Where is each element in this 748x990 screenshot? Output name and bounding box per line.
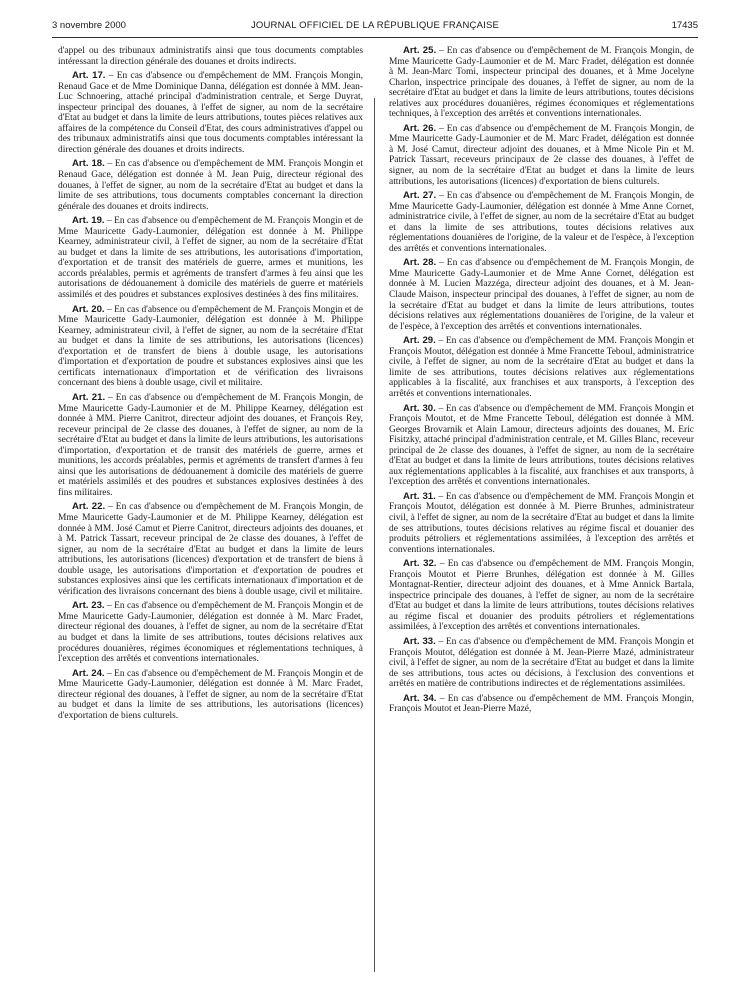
journal-title: JOURNAL OFFICIEL DE LA RÉPUBLIQUE FRANÇAISE bbox=[250, 20, 500, 31]
article-number: Art. 33. bbox=[403, 635, 436, 647]
publication-date: 3 novembre 2000 bbox=[52, 20, 126, 31]
article-paragraph bbox=[389, 124, 694, 187]
article-text: – En cas d'absence ou d'empêchement de MM. François Mongin, François Moutot et Pierre Brunhes, délégation est donnée à M. Gilles Montagnat-Rentier, directeur adjoint des douanes, et à Mme Annick Bartala, inspectrice principale des douanes, à l'effet de signer, au nom de la secrétaire d'Etat au budget et dans la limite de leurs attributions, toutes décisions relatives au régime fiscal et douanier des produits pétroliers et réglementations assimilées, à l'exception des arrêtés et conventions internationales. bbox=[389, 559, 694, 633]
article-number: Art. 22. bbox=[72, 501, 106, 513]
article-number: Art. 24. bbox=[72, 667, 105, 679]
article-paragraph bbox=[389, 404, 694, 488]
article-number: Art. 29. bbox=[403, 335, 436, 347]
article-number: Art. 30. bbox=[403, 402, 436, 414]
article-number: Art. 34. bbox=[403, 692, 437, 704]
article-text: – En cas d'absence ou d'empêchement de MM. François Mongin et Renaud Gace, délégation est donnée à M. Jean Puig, directeur régional des douanes, à l'effet de signer, au nom de la secrétaire d'Etat au budget et dans la limite de ses attributions, tous documents comptables concernant la direction générale des douanes et droits indirects. bbox=[58, 159, 363, 212]
article-paragraph bbox=[58, 601, 363, 664]
page-number: 17435 bbox=[671, 20, 698, 31]
article-text: – En cas d'absence ou d'empêchement de M. François Mongin, de Mme Mauricette Gady-Laumonier et de M. Marc Fradet, délégation est donnée à M. Jean-Marc Tomi, inspecteur principal des douanes, et à Mme Jocelyne Charlon, inspectrice principale des douanes, à l'effet de signer, au nom de la secrétaire d'Etat au budget et dans la limite de leurs attributions, toutes décisions relatives aux procédures douanières, régimes économiques et réglementations techniques, à l'exception des arrêtés et conventions internationales. bbox=[389, 46, 694, 120]
article-number: Art. 27. bbox=[403, 190, 437, 202]
article-text: – En cas d'absence ou d'empêchement de M. François Mongin et de Mme Mauricette Gady-Laumonier, délégation est donnée à M. Marc Fradet, directeur régional des douanes, à l'effet de signer, au nom de la secrétaire d'Etat au budget et dans la limite de ses attributions, toutes décisions relatives aux procédures douanières, régimes économiques et réglementations techniques, à l'exception des arrêtés et conventions internationales. bbox=[58, 601, 363, 665]
article-paragraph bbox=[389, 492, 694, 555]
article-paragraph bbox=[58, 71, 363, 155]
page-header bbox=[52, 20, 698, 34]
article-paragraph bbox=[389, 191, 694, 254]
article-number: Art. 17. bbox=[72, 70, 106, 82]
article-paragraph bbox=[389, 258, 694, 332]
article-text: – En cas d'absence ou d'empêchement de MM. François Mongin et François Moutot, délégation est donnée à M. Jean-Pierre Mazé, administrateur civil, à l'effet de signer, au nom de la secrétaire d'Etat au budget et dans la limite de ses attributions, tous actes ou décisions, à l'exclusion des conventions et arrêtés en matière de contributions indirectes et de réglementations assimilées. bbox=[389, 636, 694, 690]
article-text: – En cas d'absence ou d'empêchement de M. François Mongin, de Mme Mauricette Gady-Laumonier et de M. Philippe Kearney, délégation est donnée à MM. Pierre Canitrot, directeur adjoint des douanes, et François Rey, receveur principal de 2e classe des douanes, à l'effet de signer, au nom de la secrétaire d'Etat au budget et dans la limite de leurs attributions, les autorisations d'importation, d'exportation et de transit des matériels de guerre, armes et munitions, les accords préalables, permis et agréments de transfert d'armes à feu ainsi que les autorisations de dédouanement à domicile des matériels de guerre et matériels assimilés et des poudres et substances explosives destinées à des fins militaires. bbox=[58, 392, 363, 498]
article-paragraph bbox=[58, 305, 363, 389]
article-paragraph bbox=[58, 393, 363, 498]
article-number: Art. 21. bbox=[72, 391, 106, 403]
article-number: Art. 20. bbox=[72, 303, 105, 315]
article-text: – En cas d'absence ou d'empêchement de M. François Mongin et de Mme Mauricette Gady-Laumonier, délégation est donnée à M. Marc Fradet, directeur régional des douanes, à l'effet de signer, au nom de la secrétaire d'Etat au budget et dans la limite de ses attributions, les autorisations (licences) d'exportation de biens culturels. bbox=[58, 668, 363, 721]
article-paragraph bbox=[389, 694, 694, 715]
article-number: Art. 25. bbox=[403, 46, 437, 56]
article-paragraph bbox=[58, 216, 363, 300]
article-number: Art. 23. bbox=[72, 600, 105, 612]
article-paragraph bbox=[389, 559, 694, 633]
article-paragraph bbox=[58, 502, 363, 597]
article-paragraph bbox=[58, 159, 363, 212]
article-text: – En cas d'absence ou d'empêchement de MM. François Mongin et François Moutot, délégation est donnée à Mme Francette Teboul, administratrice civile, à l'effet de signer, au nom de la secrétaire d'Etat au budget et dans la limite de ses attributions, toutes décisions relatives aux réglementations applicables à la fiscalité, aux franchises et aux transports, à l'exception des arrêtés et conventions internationales. bbox=[389, 336, 694, 399]
column-divider bbox=[374, 98, 375, 972]
article-text: – En cas d'absence ou d'empêchement de MM. François Mongin, Renaud Gace et de Mme Dominique Danna, délégation est donnée à MM. Jean-Luc Schnoering, attaché principal d'administration centrale, et Serge Duyrat, inspecteur principal des douanes, à l'effet de signer, au nom de la secrétaire d'Etat au budget et dans la limite de leurs attributions, toutes pièces relatives aux affaires de la compétence du Conseil d'Etat, des cours administratives d'appel ou des tribunaux administratifs ainsi que tous documents comptables intéressant la direction générale des douanes et droits indirects. bbox=[58, 71, 363, 155]
article-text: – En cas d'absence ou d'empêchement de M. François Mongin, de Mme Mauricette Gady-Laumonier et de M. Marc Fradet, délégation est donnée à M. José Camut, directeur adjoint des douanes, et à Mme Nicole Pin et M. Patrick Tassart, receveurs principaux de 2e classe des douanes, à l'effet de signer, au nom de la secrétaire d'Etat au budget et dans la limite de leurs attributions, les autorisations (licences) d'exportation de biens culturels. bbox=[389, 123, 694, 187]
article-number: Art. 19. bbox=[72, 215, 105, 227]
article-text: – En cas d'absence ou d'empêchement de MM. François Mongin et François Moutot, et de Mme Francette Teboul, délégation est donnée à MM. Georges Brovarnik et Alain Lamour, directeurs adjoints des douanes, M. Eric Fisitzky, attaché principal d'administration centrale, et M. Gilles Blanc, receveur principal de 2e classe des douanes, à l'effet de signer, au nom de la secrétaire d'Etat au budget et dans la limite de leurs attributions, toutes décisions relatives aux réglementations applicables à la fiscalité, aux franchises et aux transports, à l'exception des arrêtés et conventions internationales. bbox=[389, 403, 694, 488]
article-text: – En cas d'absence ou d'empêchement de MM. François Mongin et François Moutot, délégation est donnée à M. Pierre Brunhes, administrateur civil, à l'effet de signer, au nom de la secrétaire d'Etat au budget et dans la limite de ses attributions, toutes décisions relatives au régime fiscal et douanier des produits pétroliers et réglementations assimilées, à l'exception des arrêtés et conventions internationales. bbox=[389, 491, 694, 555]
left-column bbox=[58, 46, 363, 971]
article-number: Art. 32. bbox=[403, 558, 437, 570]
article-number: Art. 18. bbox=[72, 158, 105, 170]
article-number: Art. 31. bbox=[403, 490, 436, 502]
article-text: – En cas d'absence ou d'empêchement de M. François Mongin, de Mme Mauricette Gady-Laumonier, délégation est donnée à Mme Anne Cornet, administratrice civile, à l'effet de signer, au nom de la secrétaire d'Etat au budget et dans la limite de ses attributions, toutes décisions relatives aux réglementations douanières de l'origine, de la valeur et de l'espèce, à l'exception des arrêtés et conventions internationales. bbox=[389, 191, 694, 254]
article-paragraph bbox=[58, 46, 363, 67]
article-text: – En cas d'absence ou d'empêchement de MM. François Mongin, François Moutot et Jean-Pierre Mazé, bbox=[389, 693, 694, 715]
article-paragraph bbox=[389, 637, 694, 690]
header-rule bbox=[52, 37, 698, 38]
article-text: – En cas d'absence ou d'empêchement de M. François Mongin et de Mme Mauricette Gady-Laumonier, délégation est donnée à M. Philippe Kearney, administrateur civil, à l'effet de signer, au nom de la secrétaire d'Etat au budget et dans la limite de ses attributions, les autorisations (licences) d'exportation et de transfert de biens à double usage, les autorisations d'importation et d'exportation de poudre et substances explosives ainsi que les certificats internationaux d'importation et de vérification des livraisons concernant des biens à double usage, civil et militaire. bbox=[58, 304, 363, 389]
article-text: d'appel ou des tribunaux administratifs ainsi que tous documents comptables intéressant la direction générale des douanes et droits indirects. bbox=[58, 46, 363, 67]
article-text: – En cas d'absence ou d'empêchement de M. François Mongin, de Mme Mauricette Gady-Laumonier et de Mme Anne Cornet, délégation est donnée à M. Lucien Mazzéga, directeur adjoint des douanes, et à M. Jean-Claude Maison, inspecteur principal des douanes, à l'effet de signer, au nom de la secrétaire d'Etat au budget et dans la limite de leurs attributions, toutes décisions relatives aux réglementations douanières de l'origine, de la valeur et de l'espèce, à l'exception des arrêtés et conventions internationales. bbox=[389, 258, 694, 332]
article-paragraph bbox=[389, 336, 694, 399]
article-paragraph bbox=[389, 46, 694, 120]
article-text: – En cas d'absence ou d'empêchement de M. François Mongin et de Mme Mauricette Gady-Laumonier, délégation est donnée à M. Philippe Kearney, administrateur civil, à l'effet de signer, au nom de la secrétaire d'Etat au budget et dans la limite de ses attributions, les autorisations d'importation, d'exportation et de transit des matériels de guerre, armes et munitions, les accords préalables, permis et agréments de transfert d'armes à feu ainsi que les autorisations de dédouanement à domicile des matériels de guerre et matériels assimilés et des poudres et substances explosives destinées à des fins militaires. bbox=[58, 216, 363, 301]
article-paragraph bbox=[58, 669, 363, 722]
article-number: Art. 28. bbox=[403, 257, 437, 269]
article-text: – En cas d'absence ou d'empêchement de M. François Mongin, de Mme Mauricette Gady-Laumonier et de M. Philippe Kearney, délégation est donnée à MM. José Camut et Pierre Canitrot, directeurs adjoints des douanes, et à M. Patrick Tassart, receveur principal de 2e classe des douanes, à l'effet de signer, au nom de la secrétaire d'Etat au budget et dans la limite de leurs attributions, les autorisations (licences) d'exportation et de transfert de biens à double usage, les autorisations d'importation et d'exportation de poudres et substances explosives ainsi que les certificats internationaux d'importation et de vérification des livraisons concernant des biens à double usage, civil et militaire. bbox=[58, 502, 363, 597]
article-number: Art. 26. bbox=[403, 122, 437, 134]
right-column bbox=[389, 46, 694, 971]
